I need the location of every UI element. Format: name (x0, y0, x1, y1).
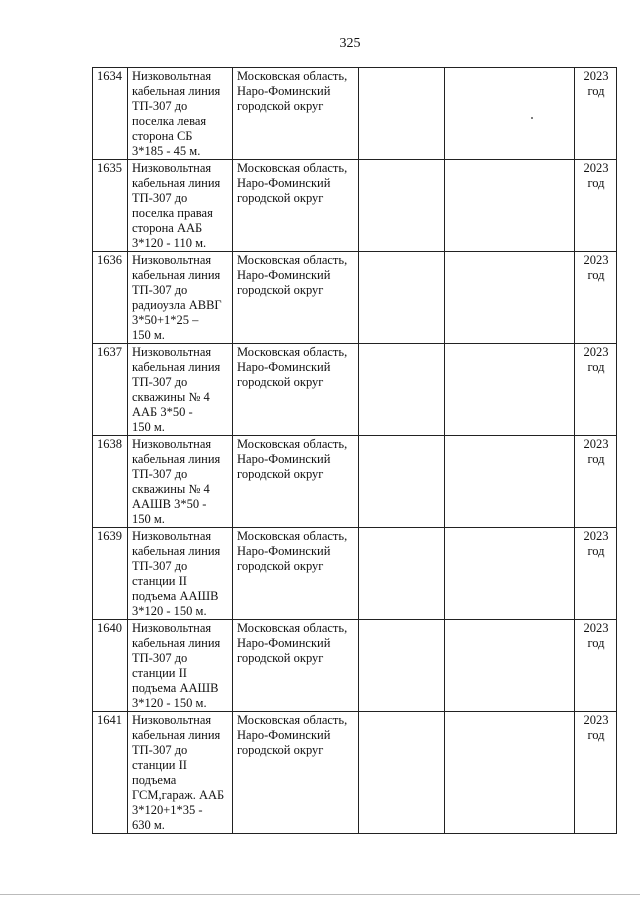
object-name-line: 630 м. (132, 818, 165, 832)
location-cell (233, 712, 359, 834)
object-name-line: 150 м. (132, 512, 165, 526)
year-cell (575, 620, 617, 712)
location-line: городской округ (237, 651, 324, 665)
object-name-line: ТП-307 до (132, 283, 188, 297)
year-line: год (587, 636, 605, 650)
object-name-line: кабельная линия (132, 360, 221, 374)
object-name-line: кабельная линия (132, 544, 221, 558)
row-number-cell (93, 160, 128, 252)
empty-cell (445, 68, 575, 160)
object-name-line: ААШВ 3*50 - (132, 497, 207, 511)
row-number-cell (93, 252, 128, 344)
empty-cell (445, 160, 575, 252)
object-name-line: Низковольтная (132, 161, 212, 175)
year-line: год (587, 728, 605, 742)
location-line: Наро-Фоминский (237, 84, 331, 98)
location-line: городской округ (237, 191, 324, 205)
row-number-cell (93, 712, 128, 834)
year-cell (575, 344, 617, 436)
object-name-line: подъема ААШВ (132, 589, 219, 603)
object-name-line: сторона ААБ (132, 221, 203, 235)
object-name-cell (128, 436, 233, 528)
row-number: 1640 (97, 621, 122, 635)
object-name-line: 3*120 - 150 м. (132, 604, 207, 618)
object-name-cell (128, 620, 233, 712)
object-name-line: кабельная линия (132, 636, 221, 650)
table-row (93, 252, 617, 344)
object-name-line: 150 м. (132, 420, 165, 434)
location-line: городской округ (237, 375, 324, 389)
object-name-line: ТП-307 до (132, 743, 188, 757)
location-line: Наро-Фоминский (237, 360, 331, 374)
empty-cell (359, 620, 445, 712)
object-name-cell (128, 344, 233, 436)
object-name-line: 3*120 - 150 м. (132, 696, 207, 710)
empty-cell (359, 344, 445, 436)
object-name-line: ТП-307 до (132, 375, 188, 389)
scan-speck (531, 117, 533, 119)
table-row (93, 160, 617, 252)
object-name-line: Низковольтная (132, 69, 212, 83)
object-name-line: ТП-307 до (132, 191, 188, 205)
object-name-line: подъема (132, 773, 177, 787)
location-line: Московская область, (237, 437, 348, 451)
object-name-line: станции II (132, 666, 187, 680)
object-name-line: поселка правая (132, 206, 213, 220)
object-name-line: кабельная линия (132, 176, 221, 190)
row-number: 1637 (97, 345, 122, 359)
location-line: городской округ (237, 467, 324, 481)
year-line: 2023 (583, 161, 609, 175)
empty-cell (359, 436, 445, 528)
object-name-line: скважины № 4 (132, 390, 210, 404)
location-line: Московская область, (237, 529, 348, 543)
object-name-line: ААБ 3*50 - (132, 405, 193, 419)
object-name-line: Низковольтная (132, 345, 212, 359)
table-row (93, 712, 617, 834)
object-name-line: 3*185 - 45 м. (132, 144, 201, 158)
year-line: год (587, 452, 605, 466)
year-line: год (587, 176, 605, 190)
year-line: 2023 (583, 69, 609, 83)
empty-cell (445, 620, 575, 712)
location-cell (233, 344, 359, 436)
year-line: год (587, 268, 605, 282)
location-line: Наро-Фоминский (237, 544, 331, 558)
empty-cell (359, 252, 445, 344)
year-line: год (587, 360, 605, 374)
location-line: Московская область, (237, 621, 348, 635)
object-name-line: кабельная линия (132, 268, 221, 282)
object-name-line: поселка левая (132, 114, 207, 128)
row-number-cell (93, 528, 128, 620)
object-name-line: Низковольтная (132, 713, 212, 727)
year-line: 2023 (583, 621, 609, 635)
location-cell (233, 252, 359, 344)
scan-edge-line (0, 894, 640, 895)
location-line: городской округ (237, 743, 324, 757)
year-cell (575, 712, 617, 834)
location-cell (233, 68, 359, 160)
location-line: Наро-Фоминский (237, 452, 331, 466)
empty-cell (445, 528, 575, 620)
row-number-cell (93, 344, 128, 436)
location-cell (233, 620, 359, 712)
row-number: 1636 (97, 253, 122, 267)
page-number: 325 (339, 36, 361, 51)
location-line: Наро-Фоминский (237, 636, 331, 650)
location-line: Московская область, (237, 713, 348, 727)
object-name-line: станции II (132, 574, 187, 588)
object-name-line: ТП-307 до (132, 467, 188, 481)
object-name-line: ТП-307 до (132, 99, 188, 113)
empty-cell (359, 68, 445, 160)
object-name-cell (128, 160, 233, 252)
object-name-line: Низковольтная (132, 437, 212, 451)
year-line: 2023 (583, 713, 609, 727)
location-line: Наро-Фоминский (237, 268, 331, 282)
object-name-line: подъема ААШВ (132, 681, 219, 695)
object-name-cell (128, 68, 233, 160)
year-line: 2023 (583, 345, 609, 359)
object-name-line: кабельная линия (132, 728, 221, 742)
object-name-line: станции II (132, 758, 187, 772)
row-number: 1641 (97, 713, 122, 727)
location-cell (233, 160, 359, 252)
location-line: городской округ (237, 559, 324, 573)
location-line: городской округ (237, 99, 324, 113)
empty-cell (359, 528, 445, 620)
empty-cell (445, 436, 575, 528)
location-line: Наро-Фоминский (237, 176, 331, 190)
table-row (93, 68, 617, 160)
row-number-cell (93, 68, 128, 160)
location-line: Наро-Фоминский (237, 728, 331, 742)
object-name-cell (128, 528, 233, 620)
row-number-cell (93, 620, 128, 712)
year-line: 2023 (583, 529, 609, 543)
row-number-cell (93, 436, 128, 528)
object-name-line: 150 м. (132, 328, 165, 342)
object-name-line: сторона СБ (132, 129, 193, 143)
year-line: год (587, 544, 605, 558)
object-name-line: Низковольтная (132, 529, 212, 543)
year-cell (575, 68, 617, 160)
object-name-line: радиоузла АВВГ (132, 298, 222, 312)
property-registry-table (92, 67, 617, 834)
location-cell (233, 528, 359, 620)
location-line: Московская область, (237, 69, 348, 83)
object-name-line: 3*50+1*25 – (132, 313, 199, 327)
object-name-line: Низковольтная (132, 621, 212, 635)
row-number: 1634 (97, 69, 122, 83)
year-line: год (587, 84, 605, 98)
object-name-line: Низковольтная (132, 253, 212, 267)
object-name-line: ТП-307 до (132, 559, 188, 573)
table-row (93, 344, 617, 436)
empty-cell (445, 344, 575, 436)
table-row (93, 436, 617, 528)
table-row (93, 528, 617, 620)
empty-cell (445, 252, 575, 344)
location-line: Московская область, (237, 345, 348, 359)
row-number: 1639 (97, 529, 122, 543)
object-name-line: ТП-307 до (132, 651, 188, 665)
location-line: Московская область, (237, 161, 348, 175)
year-line: 2023 (583, 437, 609, 451)
object-name-line: ГСМ,гараж. ААБ (132, 788, 225, 802)
row-number: 1638 (97, 437, 122, 451)
object-name-cell (128, 712, 233, 834)
empty-cell (445, 712, 575, 834)
object-name-line: кабельная линия (132, 84, 221, 98)
location-line: Московская область, (237, 253, 348, 267)
table-row (93, 620, 617, 712)
object-name-cell (128, 252, 233, 344)
object-name-line: 3*120+1*35 - (132, 803, 203, 817)
year-cell (575, 252, 617, 344)
object-name-line: кабельная линия (132, 452, 221, 466)
object-name-line: скважины № 4 (132, 482, 210, 496)
year-cell (575, 160, 617, 252)
object-name-line: 3*120 - 110 м. (132, 236, 207, 250)
row-number: 1635 (97, 161, 122, 175)
location-cell (233, 436, 359, 528)
empty-cell (359, 712, 445, 834)
table-body (93, 68, 617, 834)
year-cell (575, 528, 617, 620)
year-cell (575, 436, 617, 528)
location-line: городской округ (237, 283, 324, 297)
year-line: 2023 (583, 253, 609, 267)
empty-cell (359, 160, 445, 252)
